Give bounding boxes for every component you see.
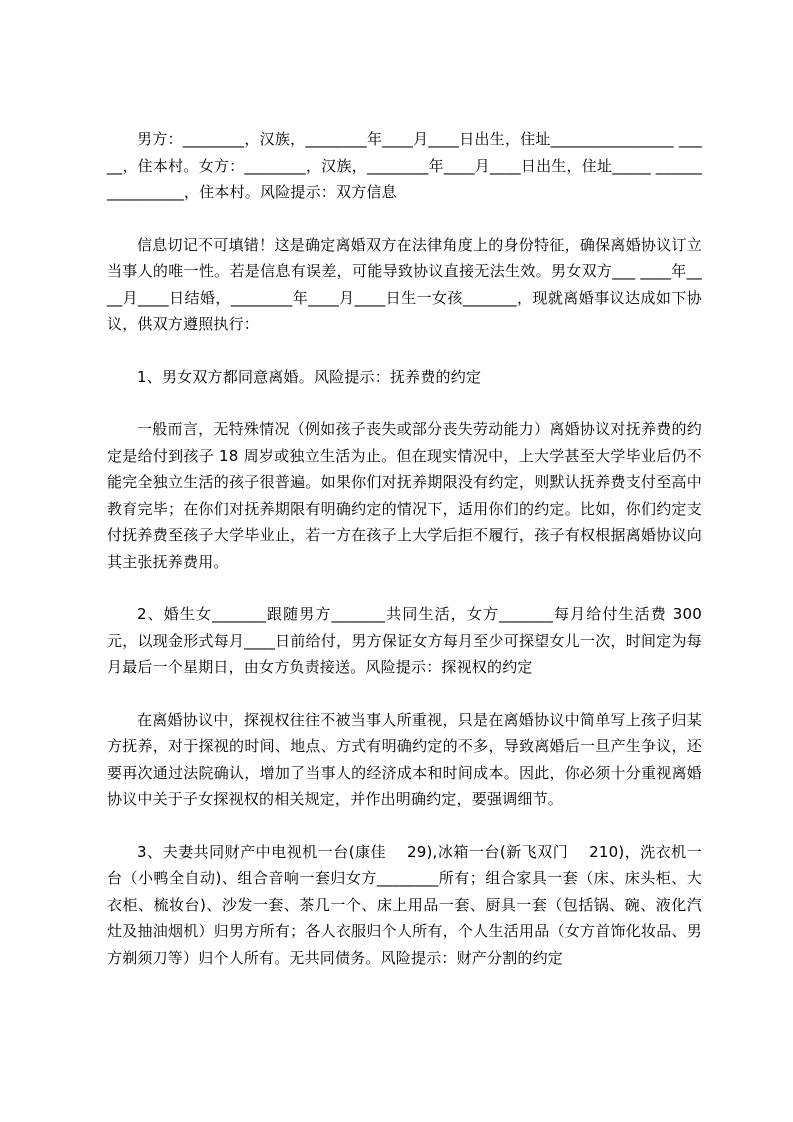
paragraph-visitation-explanation: 在离婚协议中，探视权往往不被当事人所重视，只是在离婚协议中简单写上孩子归某方抚养，对于探视的时间、地点、方式有明确约定的不多，导致离婚后一旦产生争议，还要再次通过法院确认，增加了当事人的经济成本和时间成本。因此，你必须十分重视离婚协议中关于子女探视权的相关规定，并作出明确约定，要强调细节。: [107, 710, 702, 808]
paragraph-gap: [107, 575, 702, 601]
paragraph-clause-3: 3、夫妻共同财产中电视机一台(康佳 29),冰箱一台(新飞双门 210)，洗衣机一台（小鸭全自动)、组合音响一套归女方________所有；组合家具一套（床、床头柜、大衣柜、梳妆台)、沙发一套、茶几一个、床上用品一套、厨具一套（包括锅、碗、液化汽灶及抽油烟机）归男方所有；各人衣服归个人所有，个人生活用品（女方首饰化妆品、男方剃须刀等）归个人所有。无共同债务。风险提示：财产分割的约定: [107, 842, 702, 967]
paragraph-clause-1: 1、男女双方都同意离婚。风险提示：抚养费的约定: [137, 367, 482, 386]
document-body: [107, 126, 702, 971]
paragraph-gap: [107, 813, 702, 839]
paragraph-gap: [107, 390, 702, 416]
paragraph-support-explanation: 一般而言，无特殊情况（例如孩子丧失或部分丧失劳动能力）离婚协议对抚养费的约定是给付到孩子 18 周岁或独立生活为止。但在现实情况中，上大学甚至大学毕业后仍不能完全独立生活的孩子很普遍。如果你们对抚养期限没有约定，则默认抚养费支付至高中教育完毕；在你们对抚养期限有明确约定的情况下，适用你们的约定。比如，你们约定支付抚养费至孩子大学毕业止，若一方在孩子上大学后拒不履行，孩子有权根据离婚协议向其主张抚养费用。: [107, 420, 702, 571]
paragraph-info-warning: 信息切记不可填错！这是确定离婚双方在法律角度上的身份特征，确保离婚协议订立当事人的唯一性。若是信息有误差，可能导致协议直接无法生效。男女双方___ ____年____月____日结婚，________年____月____日生一女孩_______，现就离婚事议达成如下协议，供双方遵照执行：: [107, 235, 702, 333]
paragraph-clause-2: 2、婚生女_______跟随男方_______共同生活，女方_______每月给付生活费 300 元，以现金形式每月____日前给付，男方保证女方每月至少可探望女儿一次，时间定为每月最后一个星期日，由女方负责接送。风险提示：探视权的约定: [107, 605, 702, 676]
paragraph-gap: [107, 206, 702, 232]
paragraph-gap: [107, 681, 702, 707]
paragraph-party-info: 男方：________，汉族，________年____月____日出生，住址________________ _____，住本村。女方：________，汉族，________年____月____日出生，住址_____ ________________，住本村。风险提示：双方信息: [107, 130, 702, 201]
paragraph-gap: [107, 338, 702, 364]
